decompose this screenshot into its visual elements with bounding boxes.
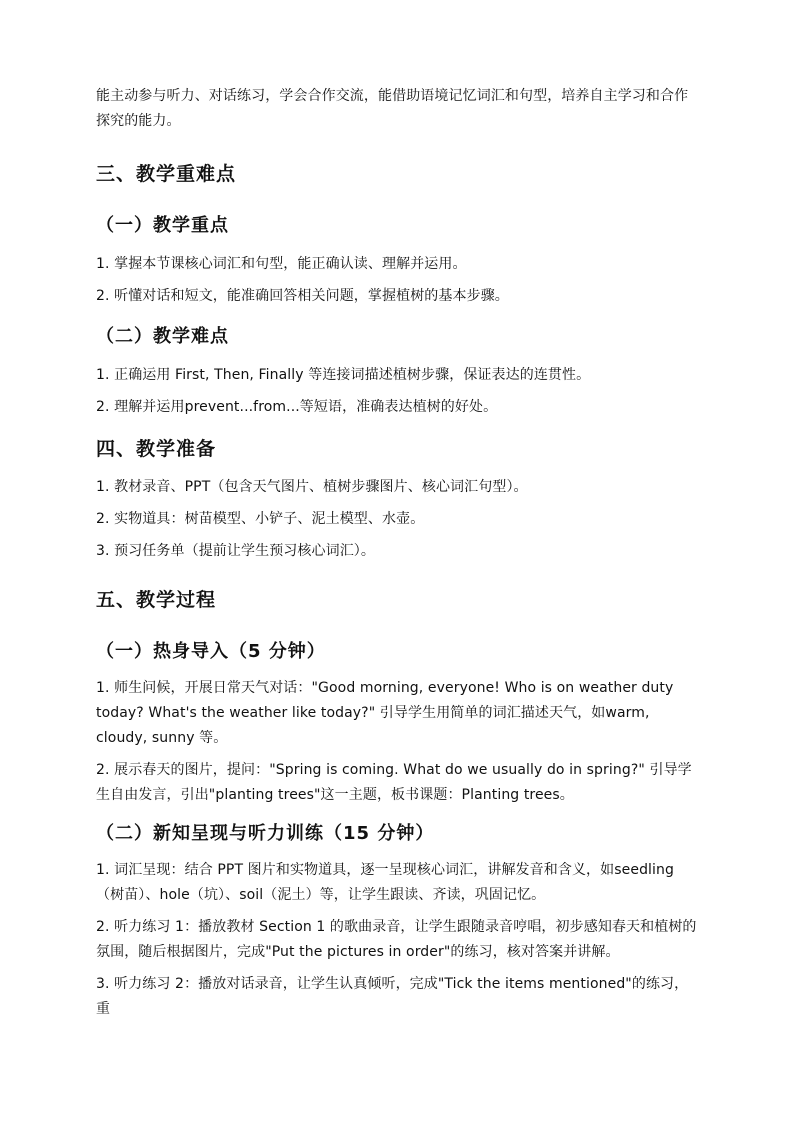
list-item: 1. 词汇呈现：结合 PPT 图片和实物道具，逐一呈现核心词汇，讲解发音和含义，如seedling（树苗）、hole（坑）、soil（泥土）等，让学生跟读、齐读，巩固记忆。 — [96, 862, 674, 903]
list-item: 2. 听懂对话和短文，能准确回答相关问题，掌握植树的基本步骤。 — [96, 288, 509, 304]
intro-paragraph: 能主动参与听力、对话练习，学会合作交流，能借助语境记忆词汇和句型，培养自主学习和合作探究的能力。 — [96, 88, 689, 129]
section-heading-preparation: 四、教学准备 — [96, 438, 217, 460]
subheading-teaching-difficulty: （二）教学难点 — [96, 326, 229, 347]
list-item: 2. 展示春天的图片，提问："Spring is coming. What do we usually do in spring?" 引导学生自由发言，引出"planting trees"这一主题，板书课题：Planting trees。 — [96, 762, 692, 803]
subheading-teaching-focus: （一）教学重点 — [96, 215, 229, 236]
list-item: 2. 理解并运用prevent...from...等短语，准确表达植树的好处。 — [96, 399, 498, 415]
list-item: 2. 实物道具：树苗模型、小铲子、泥土模型、水壶。 — [96, 511, 425, 527]
document-page — [96, 84, 700, 1029]
list-item: 1. 正确运用 First, Then, Finally 等连接词描述植树步骤，保证表达的连贯性。 — [96, 367, 591, 383]
subheading-presentation-listening: （二）新知呈现与听力训练（15 分钟） — [96, 823, 435, 844]
list-item: 1. 掌握本节课核心词汇和句型，能正确认读、理解并运用。 — [96, 256, 467, 272]
list-item: 1. 教材录音、PPT（包含天气图片、植树步骤图片、核心词汇句型）。 — [96, 479, 528, 495]
section-heading-key-points: 三、教学重难点 — [96, 163, 237, 185]
list-item: 3. 预习任务单（提前让学生预习核心词汇）。 — [96, 543, 376, 559]
list-item: 2. 听力练习 1：播放教材 Section 1 的歌曲录音，让学生跟随录音哼唱，初步感知春天和植树的氛围，随后根据图片，完成"Put the pictures in order"的练习，核对答案并讲解。 — [96, 919, 697, 960]
section-heading-process: 五、教学过程 — [96, 589, 217, 611]
list-item: 1. 师生问候，开展日常天气对话："Good morning, everyone! Who is on weather duty today? What's the weather like today?" 引导学生用简单的词汇描述天气，如warm, cloudy, sunny 等。 — [96, 680, 674, 746]
list-item: 3. 听力练习 2：播放对话录音，让学生认真倾听，完成"Tick the items mentioned"的练习，重 — [96, 976, 689, 1017]
subheading-warm-up: （一）热身导入（5 分钟） — [96, 641, 326, 662]
